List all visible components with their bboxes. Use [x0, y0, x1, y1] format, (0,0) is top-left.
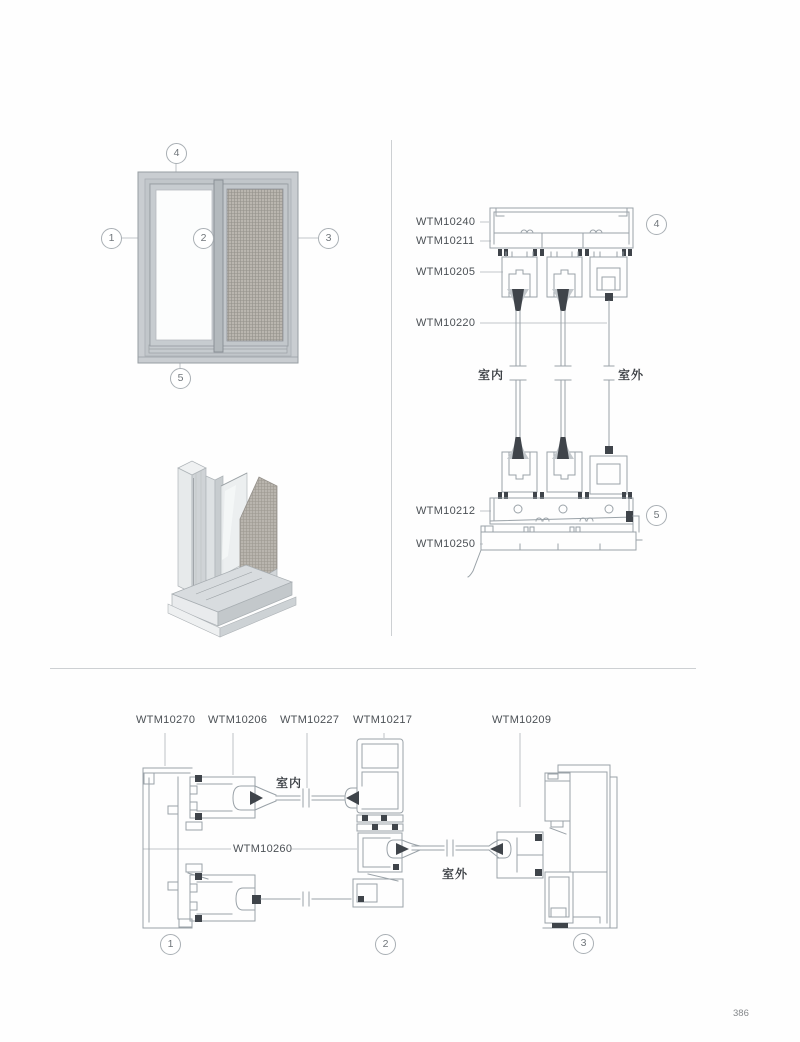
- sash-bottom-profile-1: [502, 437, 537, 492]
- part-label-wtm10240: WTM10240: [416, 216, 476, 228]
- outdoor-label-horizontal: 室外: [442, 867, 469, 881]
- screen-sash: [222, 184, 288, 346]
- indoor-label-horizontal: 室内: [276, 776, 303, 790]
- callout-2-section-number: 2: [382, 938, 389, 950]
- callout-2: [193, 228, 214, 249]
- left-jamb-assembly: [143, 768, 208, 928]
- callout-3-number: 3: [325, 232, 332, 244]
- callout-3-section-number: 3: [580, 937, 587, 949]
- vertical-section-drawing: [400, 190, 690, 590]
- upper-glazing-line: [276, 789, 344, 807]
- callout-5-section-number: 5: [653, 509, 660, 521]
- vertical-divider: [391, 140, 392, 636]
- callout-5-number: 5: [177, 372, 184, 384]
- part-label-wtm10250: WTM10250: [416, 538, 476, 550]
- part-label-wtm10270: WTM10270: [136, 714, 196, 726]
- right-jamb-assembly: [543, 765, 617, 928]
- sill-frame-assembly: [490, 498, 633, 524]
- part-label-wtm10260: WTM10260: [233, 843, 293, 855]
- mesh-line: [261, 892, 351, 906]
- callout-3: [318, 228, 339, 249]
- callout-2-section: [375, 934, 396, 955]
- part-label-wtm10217: WTM10217: [353, 714, 413, 726]
- glass-sash: [150, 184, 218, 346]
- interlock-assembly: [345, 739, 420, 907]
- window-elevation-drawing: [90, 135, 360, 395]
- horizontal-divider: [50, 668, 696, 669]
- callout-1-section-number: 1: [167, 938, 174, 950]
- left-screen-sash: [190, 873, 261, 922]
- head-frame-assembly: [490, 208, 633, 256]
- callout-2-number: 2: [200, 232, 207, 244]
- callout-4-section-number: 4: [653, 218, 660, 230]
- part-label-wtm10209: WTM10209: [492, 714, 552, 726]
- sash-bottom-profile-2: [547, 437, 582, 492]
- left-glass-sash: [190, 775, 276, 820]
- callout-1-number: 1: [108, 232, 115, 244]
- subsill-assembly: [468, 516, 642, 577]
- callout-1-section: [160, 934, 181, 955]
- hsection-leader-lines: [143, 733, 520, 849]
- part-label-wtm10212: WTM10212: [416, 505, 476, 517]
- outdoor-label-vertical: 室外: [618, 368, 645, 382]
- callout-4-section: [646, 214, 667, 235]
- lower-glazing-line: [412, 840, 489, 856]
- indoor-label-vertical: 室内: [478, 368, 505, 382]
- sash-upright: [206, 476, 223, 584]
- screen-bottom-profile: [590, 446, 627, 494]
- screen-top-profile: [590, 252, 627, 301]
- callout-5: [170, 368, 191, 389]
- callout-1: [101, 228, 122, 249]
- horizontal-section-drawing: [130, 725, 630, 940]
- frame-upright: [178, 461, 206, 593]
- callout-5-section: [646, 505, 667, 526]
- sash-top-profile-2: [547, 252, 582, 311]
- callout-4-number: 4: [173, 147, 180, 159]
- page-number: 386: [733, 1008, 749, 1019]
- right-glass-sash: [489, 832, 543, 878]
- sash-top-profile-1: [502, 252, 537, 311]
- part-label-wtm10227: WTM10227: [280, 714, 340, 726]
- profile-3d-render: [150, 450, 320, 650]
- part-label-wtm10220: WTM10220: [416, 317, 476, 329]
- part-label-wtm10206: WTM10206: [208, 714, 268, 726]
- interlock-stile: [214, 180, 223, 352]
- part-label-wtm10211: WTM10211: [416, 235, 475, 247]
- part-label-wtm10205: WTM10205: [416, 266, 476, 278]
- callout-4: [166, 143, 187, 164]
- callout-3-section: [573, 933, 594, 954]
